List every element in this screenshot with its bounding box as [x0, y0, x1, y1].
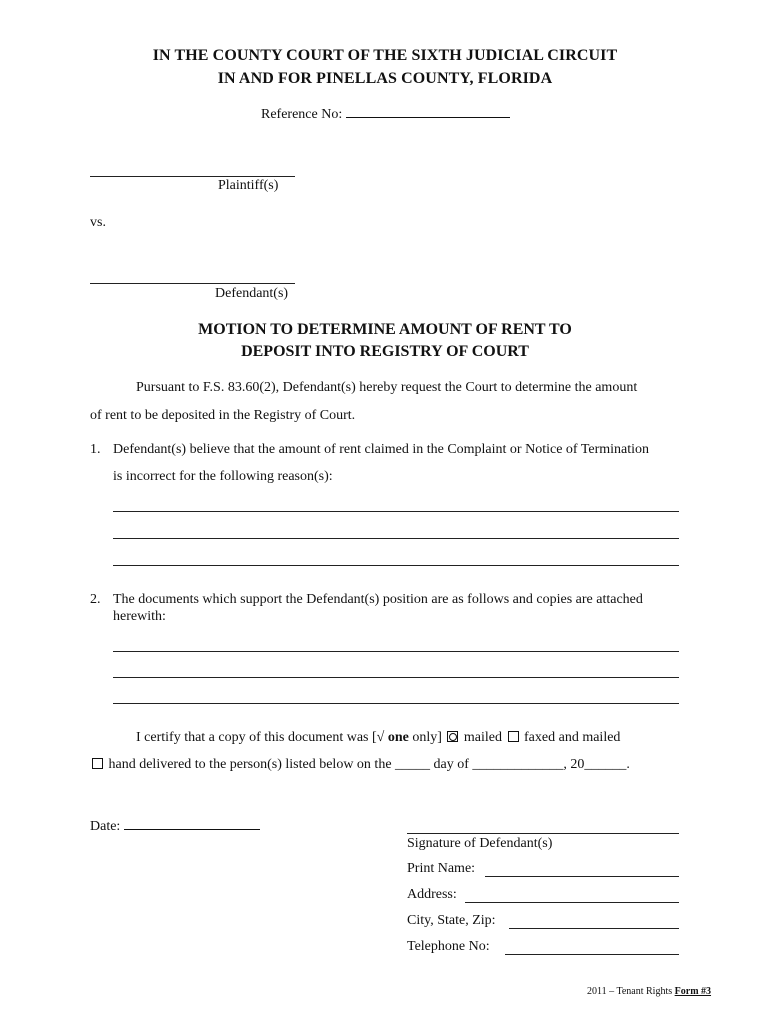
document-line-1[interactable] — [113, 651, 679, 652]
certify-only: only] — [412, 730, 442, 745]
court-header-line2: IN AND FOR PINELLAS COUNTY, FLORIDA — [217, 70, 553, 87]
address-field[interactable] — [465, 902, 679, 903]
reason-line-3[interactable] — [113, 565, 679, 566]
defendant-label: Defendant(s) — [215, 286, 289, 301]
date-row — [90, 819, 260, 835]
versus-text: vs. — [90, 215, 106, 230]
reference-label: Reference No: — [261, 107, 343, 122]
item2-line1: The documents which support the Defendant(s) position are as follows and copies are attached — [113, 592, 643, 607]
item1-number: 1. — [90, 442, 101, 457]
telephone-field[interactable] — [505, 954, 679, 955]
print-name-label: Print Name: — [407, 861, 476, 876]
footer-form-number: Form #3 — [674, 986, 712, 997]
item2-number: 2. — [90, 592, 101, 607]
footer-text: 2011 – Tenant Rights — [587, 986, 673, 997]
reference-row — [261, 107, 510, 123]
date-label: Date: — [90, 819, 121, 834]
city-state-zip-label: City, State, Zip: — [407, 913, 496, 928]
item2-line2: herewith: — [113, 609, 166, 624]
item1-line1: Defendant(s) believe that the amount of rent claimed in the Complaint or Notice of Termination — [113, 442, 650, 457]
reason-line-1[interactable] — [113, 511, 679, 512]
hand-delivered-text: hand delivered to the person(s) listed below on the _____ day of _____________, 20______. — [108, 757, 630, 772]
signature-label: Signature of Defendant(s) — [407, 836, 553, 851]
mailed-label: mailed — [463, 730, 503, 745]
hand-delivered-row — [90, 757, 630, 773]
faxed-checkbox[interactable] — [508, 731, 519, 742]
footer — [587, 986, 711, 997]
motion-title-line1: MOTION TO DETERMINE AMOUNT OF RENT TO — [198, 321, 572, 338]
motion-title-line2: DEPOSIT INTO REGISTRY OF COURT — [241, 343, 529, 360]
reference-number-field[interactable] — [346, 116, 510, 118]
signature-line[interactable] — [407, 833, 679, 834]
plaintiff-label: Plaintiff(s) — [218, 178, 279, 193]
certify-row — [136, 730, 620, 746]
faxed-label: faxed and mailed — [524, 730, 621, 745]
telephone-label: Telephone No: — [407, 939, 490, 954]
city-state-zip-field[interactable] — [509, 928, 679, 929]
hand-delivered-checkbox[interactable] — [92, 758, 103, 769]
address-label: Address: — [407, 887, 457, 902]
document-line-2[interactable] — [113, 677, 679, 678]
mailed-checkbox[interactable] — [447, 731, 458, 742]
certify-text: I certify that a copy of this document was [√ — [136, 730, 385, 745]
defendant-line[interactable] — [90, 283, 295, 284]
print-name-field[interactable] — [485, 876, 679, 877]
document-line-3[interactable] — [113, 703, 679, 704]
certify-one: one — [387, 730, 409, 745]
plaintiff-line[interactable] — [90, 176, 295, 177]
intro-line2: of rent to be deposited in the Registry of Court. — [90, 408, 356, 423]
court-header-line1: IN THE COUNTY COURT OF THE SIXTH JUDICIAL CIRCUIT — [152, 47, 618, 64]
date-field[interactable] — [124, 828, 260, 830]
intro-line1: Pursuant to F.S. 83.60(2), Defendant(s) hereby request the Court to determine the amount — [136, 380, 638, 395]
item1-line2: is incorrect for the following reason(s): — [113, 469, 333, 484]
reason-line-2[interactable] — [113, 538, 679, 539]
